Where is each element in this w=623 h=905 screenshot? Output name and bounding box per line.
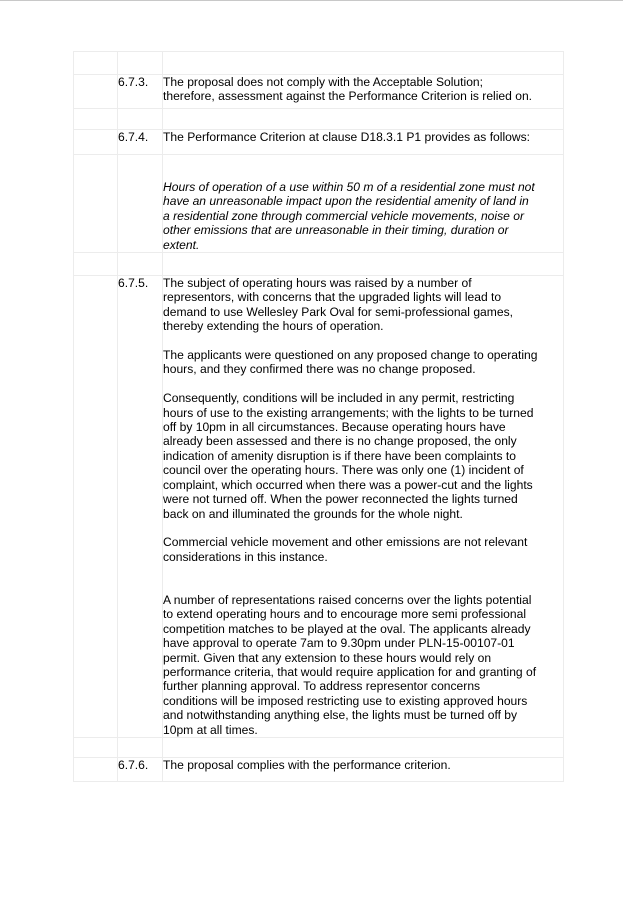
text-line: have approval to operate 7am to 9.30pm under PLN-15-00107-01 bbox=[163, 636, 515, 651]
text-line: competition matches to be played at the oval. The applicants already bbox=[163, 621, 531, 636]
section-number: 6.7.4. bbox=[118, 130, 163, 155]
text-line: to extend operating hours and to encourage more semi professional bbox=[163, 607, 527, 622]
text-line: were not turned off. When the power reconnected the lights turned bbox=[163, 492, 518, 507]
section-6-7-3-row bbox=[74, 75, 564, 109]
text-line: hours of use to the existing arrangements; with the lights to be turned bbox=[163, 405, 534, 420]
spacer-row bbox=[74, 52, 564, 75]
paragraph bbox=[163, 348, 563, 377]
text-line: thereby extending the hours of operation. bbox=[163, 319, 384, 334]
quote-line: Hours of operation of a use within 50 m of a residential zone must not bbox=[163, 180, 535, 194]
text-line: Commercial vehicle movement and other emissions are not relevant bbox=[163, 535, 528, 550]
section-text bbox=[163, 276, 564, 738]
text-line: permit. Given that any extension to these hours would rely on bbox=[163, 650, 492, 665]
text-line: and notwithstanding anything else, the lights must be turned off by bbox=[163, 708, 518, 723]
text-line: already been assessed and there is no change proposed, the only bbox=[163, 434, 517, 449]
section-6-7-5-row bbox=[74, 276, 564, 738]
paragraph bbox=[163, 391, 563, 521]
text-line: therefore, assessment against the Performance Criterion is relied on. bbox=[163, 89, 533, 104]
section-6-7-4-row bbox=[74, 130, 564, 155]
paragraph bbox=[163, 276, 563, 334]
text-line: performance criteria, that would require application for and granting of bbox=[163, 664, 537, 679]
text-line: 10pm at all times. bbox=[163, 722, 258, 737]
text-line: The subject of operating hours was raised by a number of bbox=[163, 276, 472, 291]
section-text bbox=[163, 75, 564, 109]
quote-line: a residential zone through commercial vehicle movements, noise or bbox=[163, 208, 524, 223]
text-line: representors, with concerns that the upgraded lights will lead to bbox=[163, 290, 502, 305]
paragraph bbox=[163, 593, 563, 737]
text-line: demand to use Wellesley Park Oval for semi-professional games, bbox=[163, 304, 513, 319]
text-line: The applicants were questioned on any proposed change to operating bbox=[163, 348, 538, 363]
text-line: off by 10pm in all circumstances. Because operating hours have bbox=[163, 420, 506, 435]
text-line: indication of amenity disruption is if there have been complaints to bbox=[163, 448, 516, 463]
text-line: back on and illuminated the grounds for the whole night. bbox=[163, 506, 463, 521]
quote-row bbox=[74, 155, 564, 253]
spacer-row bbox=[74, 253, 564, 276]
text-line: Consequently, conditions will be included in any permit, restricting bbox=[163, 391, 515, 406]
section-number: 6.7.3. bbox=[118, 75, 163, 109]
performance-criterion-quote bbox=[163, 155, 564, 253]
text-line: considerations in this instance. bbox=[163, 549, 328, 564]
text-line: further planning approval. To address representor concerns bbox=[163, 679, 481, 694]
paragraph bbox=[163, 535, 563, 564]
text-line: hours, and they confirmed there was no change proposed. bbox=[163, 362, 476, 377]
text-line: conditions will be imposed restricting use to existing approved hours bbox=[163, 693, 528, 708]
section-number: 6.7.6. bbox=[118, 757, 163, 781]
section-6-7-6-row bbox=[74, 757, 564, 781]
quote-line: extent. bbox=[163, 237, 200, 252]
section-text: The proposal complies with the performance criterion. bbox=[163, 757, 564, 781]
quote-line: have an unreasonable impact upon the residential amenity of land in bbox=[163, 194, 529, 209]
report-table bbox=[73, 51, 564, 782]
section-text: The Performance Criterion at clause D18.3.1 P1 provides as follows: bbox=[163, 130, 564, 155]
section-number: 6.7.5. bbox=[118, 276, 163, 738]
quote-line: other emissions that are unreasonable in their timing, duration or bbox=[163, 223, 509, 238]
spacer-row bbox=[74, 737, 564, 757]
text-line: complaint, which occurred when there was a power-cut and the lights bbox=[163, 477, 533, 492]
text-line: A number of representations raised concerns over the lights potential bbox=[163, 592, 532, 607]
text-line: council over the operating hours. There was only one (1) incident of bbox=[163, 463, 524, 478]
spacer-row bbox=[74, 109, 564, 130]
text-line: The proposal does not comply with the Acceptable Solution; bbox=[163, 75, 484, 89]
